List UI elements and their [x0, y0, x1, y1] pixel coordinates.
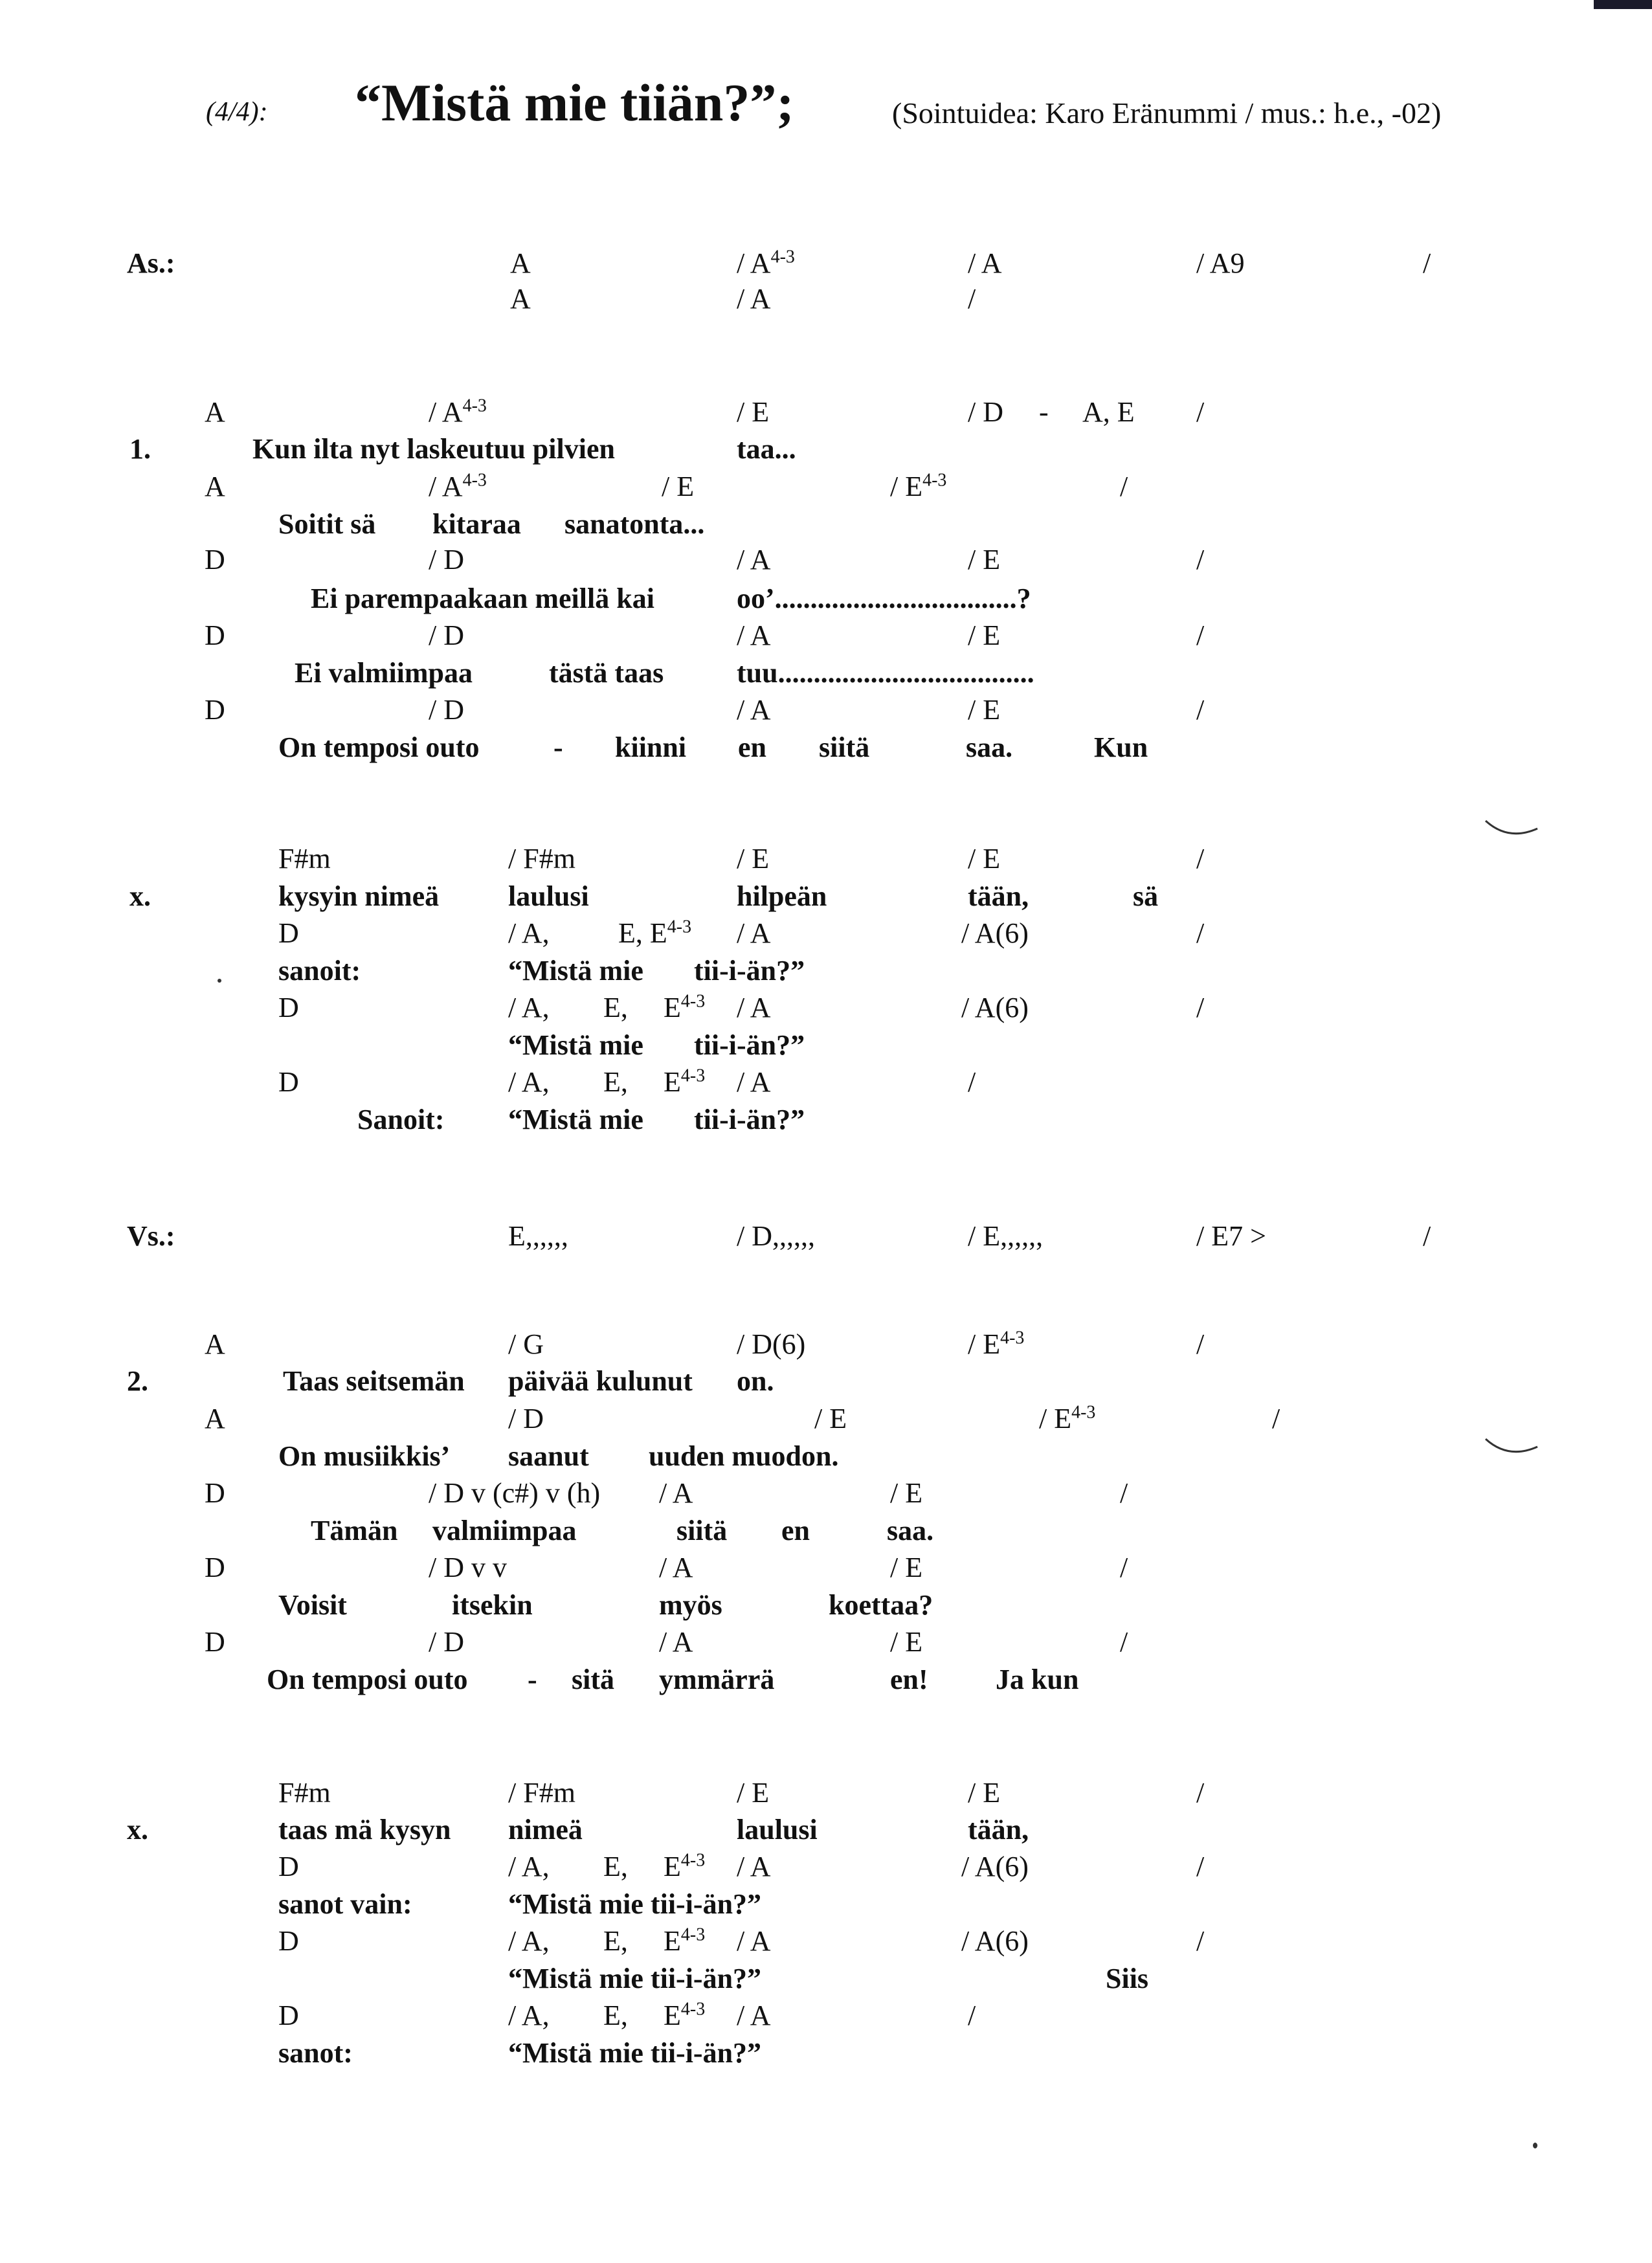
dash: -: [1039, 396, 1049, 428]
chord: / A: [737, 1851, 771, 1882]
chord: / A(6): [961, 1851, 1029, 1882]
lyric: tuu....................................: [737, 657, 1034, 689]
lyric: myös: [659, 1589, 722, 1621]
lyric: sanot vain:: [278, 1888, 412, 1920]
chord: D: [278, 992, 299, 1023]
chord: A: [205, 1328, 225, 1360]
bar-line: /: [1423, 1220, 1431, 1252]
chord: / A: [737, 1066, 771, 1098]
song-credit: (Sointuidea: Karo Eränummi / mus.: h.e., -02): [892, 96, 1442, 129]
lyric: Voisit: [278, 1589, 347, 1621]
lyric: siitä: [676, 1515, 728, 1546]
chord: / A: [737, 992, 771, 1023]
lyric: saa.: [966, 731, 1013, 763]
lyric: tästä taas: [549, 657, 664, 689]
scan-edge-mark: [1594, 0, 1652, 9]
lyric: Kun ilta nyt laskeutuu pilvien: [252, 433, 615, 465]
scan-dot: [1533, 2143, 1537, 2148]
chord: / D: [968, 396, 1003, 428]
lyric: ymmärrä: [659, 1664, 775, 1695]
chord: / A(6): [961, 917, 1029, 949]
bar-line: /: [1196, 1777, 1205, 1809]
lyric: saanut: [508, 1440, 589, 1472]
chord: / $E^{4-3}$: [968, 1328, 1025, 1360]
chord: / D v v: [429, 1552, 507, 1583]
lyric: Siis: [1106, 1963, 1149, 1994]
chord: / A: [737, 283, 771, 315]
chord: / D: [429, 544, 464, 575]
chord: / E: [968, 694, 1001, 726]
chord: A: [510, 247, 531, 279]
chord: D: [278, 917, 299, 949]
chord: / D: [429, 619, 464, 651]
lyric: “Mistä mie: [508, 1029, 643, 1061]
chord: D: [278, 1925, 299, 1957]
lyric: Ei valmiimpaa: [295, 657, 473, 689]
lyric: laulusi: [508, 880, 589, 912]
section-label: x.: [127, 1814, 148, 1845]
bar-line: /: [1196, 992, 1205, 1023]
bar-line: /: [1120, 1552, 1128, 1583]
chord: / A9: [1196, 247, 1245, 279]
chord: / F#m: [508, 1777, 575, 1809]
chord: D: [205, 1477, 225, 1509]
bar-line: /: [1196, 1851, 1205, 1882]
chord: / F#m: [508, 843, 575, 875]
chord: $E^{4-3}$: [664, 1924, 706, 1957]
section-label: As.:: [127, 247, 175, 279]
chord: / E: [890, 1626, 923, 1658]
lyric: taas mä kysyn: [278, 1814, 451, 1845]
chord: E, $E^{4-3}$: [618, 917, 692, 949]
bar-line: /: [968, 1066, 976, 1098]
lyric: tään,: [968, 1814, 1029, 1845]
chord: / D: [508, 1403, 544, 1434]
chord: / E: [968, 1777, 1001, 1809]
lyric: tii-i-än?”: [694, 1104, 805, 1135]
chord: / A: [737, 619, 771, 651]
section-label: 2.: [127, 1365, 148, 1397]
bar-line: /: [1196, 619, 1205, 651]
lyric: päivää kulunut: [508, 1365, 693, 1397]
bar-line: /: [1196, 396, 1205, 428]
lyric: -: [528, 1664, 537, 1695]
lyric: siitä: [819, 731, 870, 763]
lyric: Ja kun: [996, 1664, 1079, 1695]
chord: / A(6): [961, 992, 1029, 1023]
bar-line: /: [968, 2000, 976, 2031]
chord: / A: [737, 544, 771, 575]
lyric: saa.: [887, 1515, 934, 1546]
chord: F#m: [278, 1777, 331, 1809]
bar-line: /: [1272, 1403, 1280, 1434]
bar-line: /: [1120, 1477, 1128, 1509]
chord: E,: [603, 1925, 628, 1957]
chord: D: [278, 1851, 299, 1882]
chord: D: [278, 2000, 299, 2031]
chord: / D: [429, 694, 464, 726]
chord: $E^{4-3}$: [664, 1999, 706, 2031]
bar-line: /: [1196, 694, 1205, 726]
chord: A: [205, 1403, 225, 1434]
chord: E,,,,,,: [508, 1220, 568, 1252]
bar-line: /: [1196, 917, 1205, 949]
section-label: x.: [129, 880, 151, 912]
lyric: itsekin: [452, 1589, 533, 1621]
chord: A: [510, 283, 531, 315]
chord: E,: [603, 992, 628, 1023]
lyric: kiinni: [615, 731, 687, 763]
bar-line: /: [1196, 1925, 1205, 1957]
chord: / D v (c#) v (h): [429, 1477, 601, 1509]
chord: / A: [659, 1626, 693, 1658]
lyric: tään,: [968, 880, 1029, 912]
lyric: Kun: [1094, 731, 1148, 763]
lyric: sä: [1133, 880, 1159, 912]
section-label: 1.: [129, 433, 151, 465]
lyric: en: [781, 1515, 810, 1546]
bar-line: /: [1196, 544, 1205, 575]
bar-line: /: [1196, 1328, 1205, 1360]
chord: / A: [737, 2000, 771, 2031]
chord: / $A^{4-3}$: [429, 396, 487, 428]
lyric: Tämän: [311, 1515, 398, 1546]
lyric: nimeä: [508, 1814, 583, 1845]
chord: / E7 >: [1196, 1220, 1266, 1252]
chord: E,: [603, 1066, 628, 1098]
chord: E,: [603, 1851, 628, 1882]
lyric: “Mistä mie tii-i-än?”: [508, 1963, 762, 1994]
chord: / A: [659, 1552, 693, 1583]
chord: $E^{4-3}$: [664, 1065, 706, 1098]
scan-hole-mark: [1482, 1434, 1541, 1460]
bar-line: /: [1423, 247, 1431, 279]
lyric: kitaraa: [432, 508, 521, 540]
lyric: sanoit:: [278, 955, 361, 987]
chord: / $E^{4-3}$: [1039, 1402, 1096, 1434]
chord: / E: [968, 544, 1001, 575]
lyric: On temposi outo: [278, 731, 480, 763]
chord: / E: [737, 1777, 770, 1809]
chord: / E: [662, 471, 695, 502]
chord: $E^{4-3}$: [664, 991, 706, 1023]
lyric: on.: [737, 1365, 774, 1397]
chord: / E: [890, 1552, 923, 1583]
chord: / G: [508, 1328, 544, 1360]
chord: / A,: [508, 2000, 550, 2031]
chord: / A,: [508, 917, 550, 949]
lyric: Soitit sä: [278, 508, 376, 540]
lyric: sitä: [572, 1664, 614, 1695]
chord: / A,: [508, 1066, 550, 1098]
chord: / A: [968, 247, 1002, 279]
chord: / E: [890, 1477, 923, 1509]
lyric: sanot:: [278, 2037, 353, 2069]
scan-dot: [218, 979, 221, 983]
chord: / A,: [508, 1925, 550, 1957]
lyric: hilpeän: [737, 880, 827, 912]
chord: / $A^{4-3}$: [429, 470, 487, 502]
chord: $E^{4-3}$: [664, 1850, 706, 1882]
lyric: valmiimpaa: [432, 1515, 577, 1546]
chord: / E: [737, 843, 770, 875]
chord: / A,: [508, 992, 550, 1023]
lyric: On temposi outo: [267, 1664, 468, 1695]
lyric: taa...: [737, 433, 796, 465]
chord: / A: [659, 1477, 693, 1509]
lyric: en!: [890, 1664, 928, 1695]
lyric: sanatonta...: [564, 508, 705, 540]
chord: / E: [814, 1403, 847, 1434]
chord: / A: [737, 917, 771, 949]
chord: E,: [603, 2000, 628, 2031]
lyric: en: [738, 731, 766, 763]
lyric: “Mistä mie tii-i-än?”: [508, 2037, 762, 2069]
chord: A, E: [1082, 396, 1135, 428]
chord: F#m: [278, 843, 331, 875]
chord: D: [278, 1066, 299, 1098]
chord: / E,,,,,,: [968, 1220, 1044, 1252]
lyric: “Mistä mie: [508, 1104, 643, 1135]
chord: D: [205, 694, 225, 726]
chord: D: [205, 1626, 225, 1658]
lyric: oo’..................................?: [737, 583, 1031, 614]
chord: / A: [737, 1925, 771, 1957]
bar-line: /: [1120, 471, 1128, 502]
lyric: uuden muodon.: [649, 1440, 839, 1472]
lyric: -: [553, 731, 563, 763]
chord: A: [205, 396, 225, 428]
chord: D: [205, 619, 225, 651]
bar-line: /: [1120, 1626, 1128, 1658]
chord: / A(6): [961, 1925, 1029, 1957]
lyric: koettaa?: [829, 1589, 933, 1621]
chord: D: [205, 1552, 225, 1583]
chord: / E: [968, 843, 1001, 875]
chord: / $E^{4-3}$: [890, 470, 947, 502]
lyric: tii-i-än?”: [694, 955, 805, 987]
scan-hole-mark: [1482, 816, 1541, 842]
chord: / D(6): [737, 1328, 806, 1360]
chord: / E: [737, 396, 770, 428]
chord: / E: [968, 619, 1001, 651]
section-label: Vs.:: [127, 1220, 175, 1252]
chord: / $A^{4-3}$: [737, 247, 795, 279]
lyric: “Mistä mie tii-i-än?”: [508, 1888, 762, 1920]
chord: / D: [429, 1626, 464, 1658]
lyric: tii-i-än?”: [694, 1029, 805, 1061]
chord: / A,: [508, 1851, 550, 1882]
lyric: laulusi: [737, 1814, 818, 1845]
lyric: “Mistä mie: [508, 955, 643, 987]
bar-line: /: [1196, 843, 1205, 875]
chord: / A: [737, 694, 771, 726]
lyric: Ei parempaakaan meillä kai: [311, 583, 654, 614]
lyric: kysyin nimeä: [278, 880, 440, 912]
song-title: “Mistä mie tiiän?”;: [355, 73, 794, 132]
time-signature: (4/4):: [206, 97, 268, 127]
chord: D: [205, 544, 225, 575]
lyric: Sanoit:: [357, 1104, 445, 1135]
bar-line: /: [968, 283, 976, 315]
chord: A: [205, 471, 225, 502]
lyric: On musiikkis’: [278, 1440, 451, 1472]
chord: / D,,,,,,: [737, 1220, 815, 1252]
lyric: Taas seitsemän: [283, 1365, 465, 1397]
